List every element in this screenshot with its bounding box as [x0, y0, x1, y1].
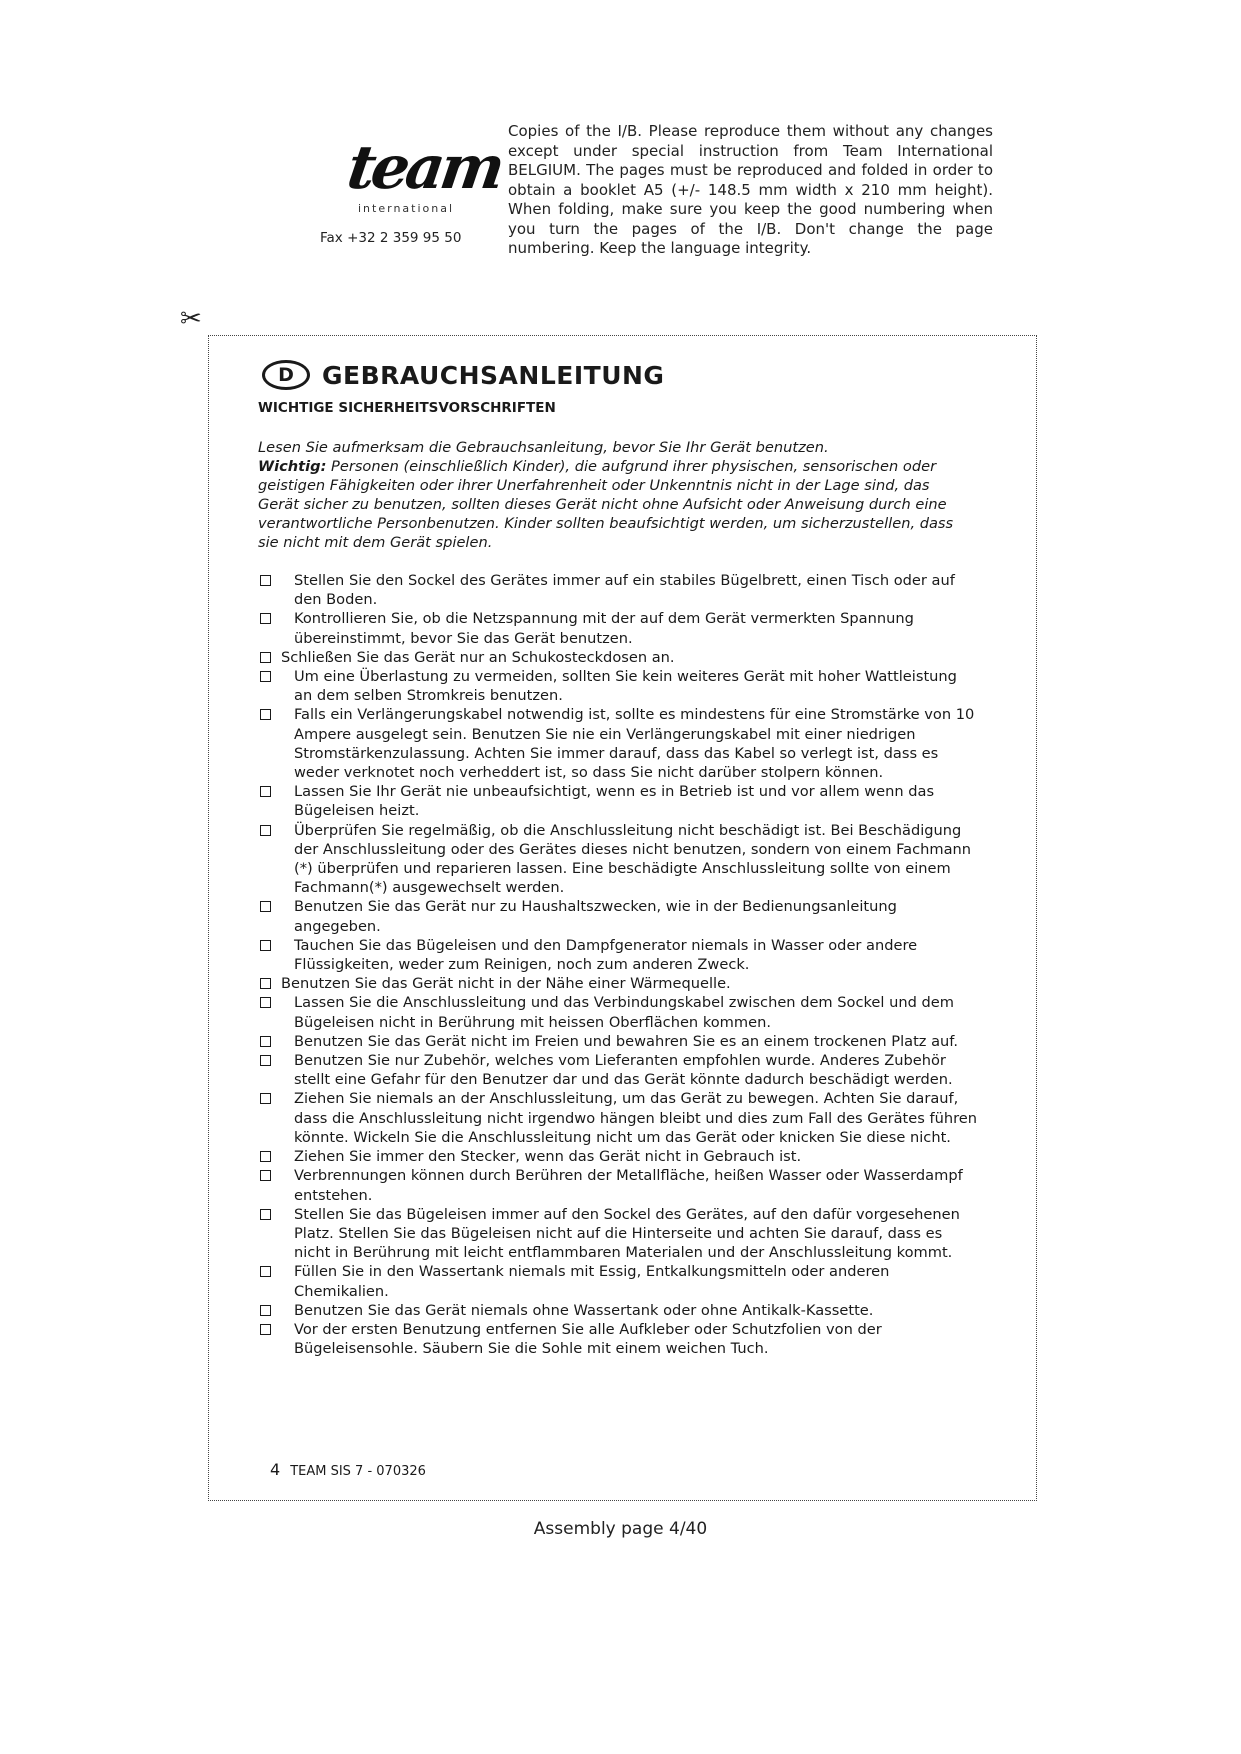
list-item: Falls ein Verlängerungskabel notwendig ist, sollte es mindestens für eine Stromstärke von 10 Ampere ausgelegt sein. Benutzen Sie nie ein Verlängerungskabel mit einer niedrigen Stromstärkenzulassung. Achten Sie immer darauf, dass das Kabel so verlegt ist, dass es weder verknotet noch verheddert ist, so dass Sie nicht darüber stolpern können.: [258, 705, 978, 782]
list-item: Benutzen Sie das Gerät nicht im Freien und bewahren Sie es an einem trockenen Platz auf.: [258, 1032, 978, 1051]
checkbox-bullet-icon: [260, 613, 271, 624]
list-item: Füllen Sie in den Wassertank niemals mit Essig, Entkalkungsmitteln oder anderen Chemikalien.: [258, 1262, 978, 1300]
checkbox-bullet-icon: [260, 1036, 271, 1047]
checkbox-bullet-icon: [260, 671, 271, 682]
checkbox-bullet-icon: [260, 1305, 271, 1316]
team-international-logo: [326, 118, 506, 222]
list-item: Benutzen Sie das Gerät nur zu Haushaltszwecken, wie in der Bedienungsanleitung angegeben.: [258, 897, 978, 935]
list-item: Lassen Sie Ihr Gerät nie unbeaufsichtigt, wenn es in Betrieb ist und vor allem wenn das Bügeleisen heizt.: [258, 782, 978, 820]
checkbox-bullet-icon: [260, 1151, 271, 1162]
language-badge: D: [262, 360, 310, 390]
copies-instructions: Copies of the I/B. Please reproduce them without any changes except under special instruction from Team International BELGIUM. The pages must be reproduced and folded in order to obtain a booklet A5 (+/- 148.5 mm width x 210 mm height). When folding, make sure you keep the good numbering when you turn the pages of the I/B. Don't change the page numbering. Keep the language integrity.: [508, 122, 993, 257]
checkbox-bullet-icon: [260, 1266, 271, 1277]
scissors-icon: ✂: [180, 304, 202, 334]
list-item: Ziehen Sie immer den Stecker, wenn das Gerät nicht in Gebrauch ist.: [258, 1147, 978, 1166]
list-item: Um eine Überlastung zu vermeiden, sollten Sie kein weiteres Gerät mit hoher Wattleistung an dem selben Stromkreis benutzen.: [258, 667, 978, 705]
checkbox-bullet-icon: [260, 1055, 271, 1066]
logo-subtitle: international: [358, 202, 455, 215]
list-item: Schließen Sie das Gerät nur an Schukosteckdosen an.: [258, 648, 978, 667]
list-item: Überprüfen Sie regelmäßig, ob die Anschlussleitung nicht beschädigt ist. Bei Beschädigung der Anschlussleitung oder des Gerätes dieses nicht benutzen, sondern von einem Fachmann (*) überprüfen und reparieren lassen. Eine beschädigte Anschlussleitung sollte von einem Fachmann(*) ausgewechselt werden.: [258, 821, 978, 898]
checkbox-bullet-icon: [260, 1093, 271, 1104]
model-code: TEAM SIS 7 - 070326: [290, 1464, 426, 1479]
safety-rules-list: [258, 571, 978, 1358]
checkbox-bullet-icon: [260, 978, 271, 989]
list-item: Benutzen Sie das Gerät niemals ohne Wassertank oder ohne Antikalk-Kassette.: [258, 1301, 978, 1320]
page-footer: [270, 1460, 426, 1479]
checkbox-bullet-icon: [260, 1324, 271, 1335]
intro-line: Lesen Sie aufmerksam die Gebrauchsanleitung, bevor Sie Ihr Gerät benutzen.: [258, 439, 829, 456]
checkbox-bullet-icon: [260, 575, 271, 586]
checkbox-bullet-icon: [260, 825, 271, 836]
intro-paragraph: [258, 438, 964, 552]
checkbox-bullet-icon: [260, 652, 271, 663]
logo-wordmark: team: [343, 133, 506, 203]
checkbox-bullet-icon: [260, 786, 271, 797]
checkbox-bullet-icon: [260, 1209, 271, 1220]
list-item: Benutzen Sie das Gerät nicht in der Nähe einer Wärmequelle.: [258, 974, 978, 993]
list-item: Ziehen Sie niemals an der Anschlussleitung, um das Gerät zu bewegen. Achten Sie darauf, dass die Anschlussleitung nicht irgendwo hängen bleibt und dies zum Fall des Gerätes führen könnte. Wickeln Sie die Anschlussleitung nicht um das Gerät oder knicken Sie diese nicht.: [258, 1089, 978, 1147]
checkbox-bullet-icon: [260, 940, 271, 951]
list-item: Vor der ersten Benutzung entfernen Sie alle Aufkleber oder Schutzfolien von der Bügeleisensohle. Säubern Sie die Sohle mit einem weichen Tuch.: [258, 1320, 978, 1358]
intro-warning-text: Personen (einschließlich Kinder), die aufgrund ihrer physischen, sensorischen oder geistigen Fähigkeiten oder ihrer Unerfahrenheit oder Unkenntnis nicht in der Lage sind, das Gerät sicher zu benutzen, sollten dieses Gerät nicht ohne Aufsicht oder Anweisung durch eine verantwortliche Personbenutzen. Kinder sollten beaufsichtigt werden, um sicherzustellen, dass sie nicht mit dem Gerät spielen.: [258, 458, 954, 551]
checkbox-bullet-icon: [260, 997, 271, 1008]
assembly-page-label: Assembly page 4/40: [533, 1519, 708, 1539]
fax-number: Fax +32 2 359 95 50: [320, 230, 462, 246]
checkbox-bullet-icon: [260, 709, 271, 720]
section-title: WICHTIGE SICHERHEITSVORSCHRIFTEN: [258, 400, 556, 416]
page-number: 4: [270, 1460, 281, 1479]
list-item: Stellen Sie das Bügeleisen immer auf den Sockel des Gerätes, auf den dafür vorgesehenen Platz. Stellen Sie das Bügeleisen nicht auf die Hinterseite und achten Sie darauf, dass es nicht in Berührung mit leicht entflammbaren Materialen und der Anschlussleitung kommt.: [258, 1205, 978, 1263]
intro-warning-label: Wichtig:: [258, 458, 327, 475]
list-item: Lassen Sie die Anschlussleitung und das Verbindungskabel zwischen dem Sockel und dem Bügeleisen nicht in Berührung mit heissen Oberflächen kommen.: [258, 993, 978, 1031]
manual-heading: [262, 355, 664, 395]
list-item: Verbrennungen können durch Berühren der Metallfläche, heißen Wasser oder Wasserdampf entstehen.: [258, 1166, 978, 1204]
page-title: GEBRAUCHSANLEITUNG: [322, 360, 665, 390]
checkbox-bullet-icon: [260, 1170, 271, 1181]
list-item: Stellen Sie den Sockel des Gerätes immer auf ein stabiles Bügelbrett, einen Tisch oder auf den Boden.: [258, 571, 978, 609]
list-item: Tauchen Sie das Bügeleisen und den Dampfgenerator niemals in Wasser oder andere Flüssigkeiten, weder zum Reinigen, noch zum anderen Zweck.: [258, 936, 978, 974]
list-item: Benutzen Sie nur Zubehör, welches vom Lieferanten empfohlen wurde. Anderes Zubehör stellt eine Gefahr für den Benutzer dar und das Gerät könnte dadurch beschädigt werden.: [258, 1051, 978, 1089]
intro-warning: [258, 457, 964, 552]
checkbox-bullet-icon: [260, 901, 271, 912]
list-item: Kontrollieren Sie, ob die Netzspannung mit der auf dem Gerät vermerkten Spannung übereinstimmt, bevor Sie das Gerät benutzen.: [258, 609, 978, 647]
